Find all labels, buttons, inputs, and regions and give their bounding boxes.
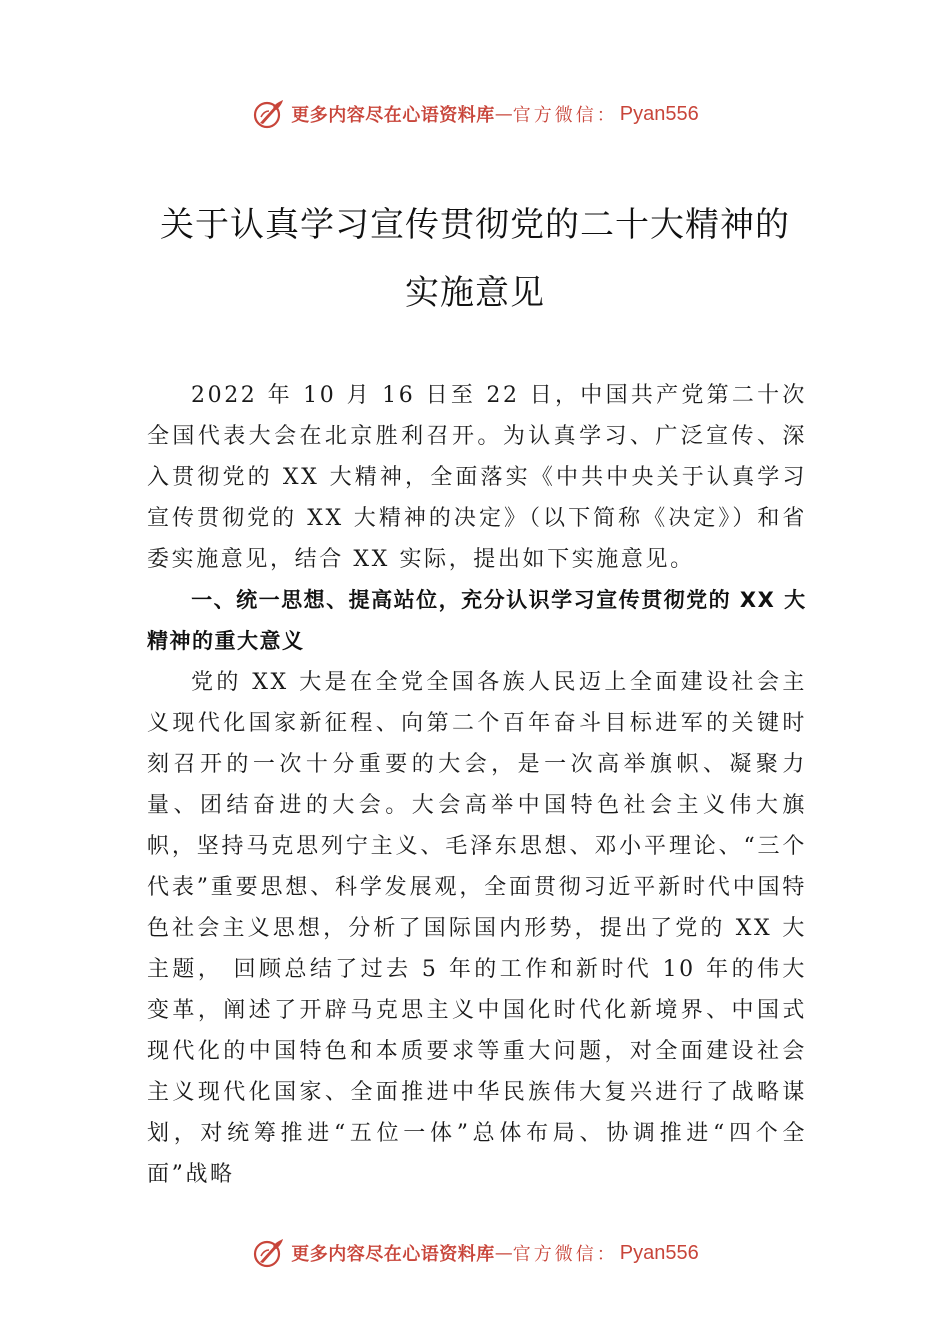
quill-pen-logo-icon bbox=[251, 1236, 285, 1270]
watermark-account: Pyan556 bbox=[619, 1241, 699, 1264]
watermark-wechat-label: 官方微信： bbox=[512, 1244, 618, 1265]
top-watermark-banner bbox=[0, 94, 950, 134]
quill-pen-logo-icon bbox=[251, 97, 285, 131]
section1-paragraph: 党的 XX 大是在全党全国各族人民迈上全面建设社会主义现代化国家新征程、向第二个百年奋斗目标进军的关键时刻召开的一次十分重要的大会，是一次高举旗帜、凝聚力量、团结奋进的大会。大会高举中国特色社会主义伟大旗帜，坚持马克思列宁主义、毛泽东思想、邓小平理论、“三个代表”重要思想、科学发展观，全面贯彻习近平新时代中国特色社会主义思想，分析了国际国内形势，提出了党的 XX 大主题， 回顾总结了过去 5 年的工作和新时代 10 年的伟大变革，阐述了开辟马克思主义中国化时代化新境界、中国式现代化的中国特色和本质要求等重大问题，对全面建设社会主义现代化国家、全面推进中华民族伟大复兴进行了战略谋划，对统筹推进“五位一体”总体布局、协调推进“四个全面”战略 bbox=[147, 670, 807, 1187]
watermark-account: Pyan556 bbox=[619, 102, 699, 125]
watermark-brand-text: 更多内容尽在心语资料库 bbox=[291, 1244, 495, 1265]
watermark-separator: — bbox=[494, 1242, 513, 1264]
bottom-watermark-banner bbox=[0, 1233, 950, 1273]
watermark-brand-text: 更多内容尽在心语资料库 bbox=[291, 105, 495, 126]
document-body bbox=[147, 375, 807, 1195]
section1-heading: 一、统一思想、提高站位，充分认识学习宣传贯彻党的 XX 大精神的重大意义 bbox=[147, 588, 807, 653]
document-title-line2: 实施意见 bbox=[405, 273, 545, 313]
document-title-line1: 关于认真学习宣传贯彻党的二十大精神的 bbox=[160, 205, 790, 245]
watermark-wechat-label: 官方微信： bbox=[512, 105, 618, 126]
watermark-separator: — bbox=[494, 103, 513, 125]
intro-paragraph: 2022 年 10 月 16 日至 22 日，中国共产党第二十次全国代表大会在北京胜利召开。为认真学习、广泛宣传、深入贯彻党的 XX 大精神，全面落实《中共中央关于认真学习宣传贯彻党的 XX 大精神的决定》（以下简称《决定》）和省委实施意见，结合 XX 实际，提出如下实施意见。 bbox=[147, 383, 807, 572]
